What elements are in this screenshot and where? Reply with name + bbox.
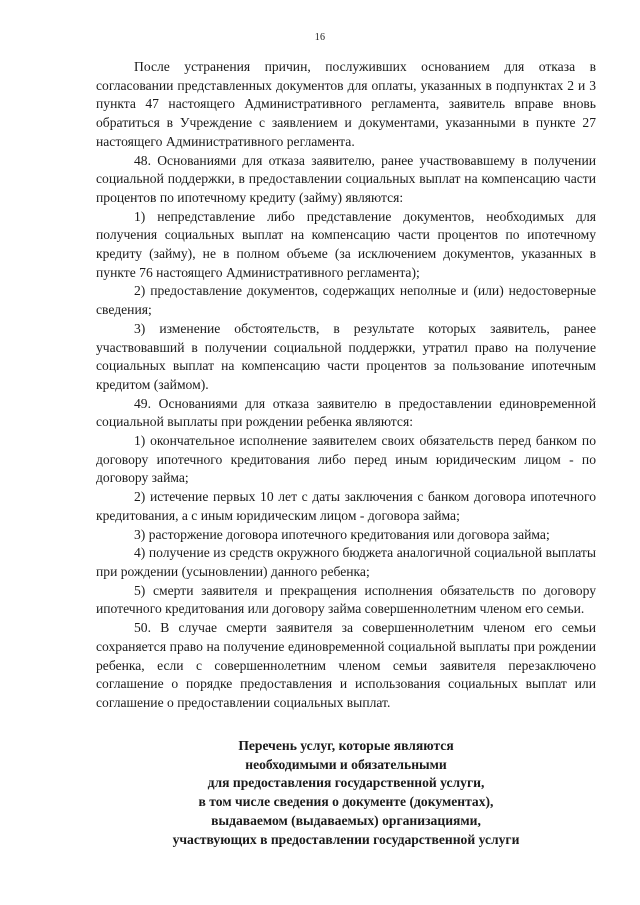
paragraph-resubmission: После устранения причин, послуживших основанием для отказа в согласовании представленных документов для оплаты, указанных в подпунктах 2 и 3 пункта 47 настоящего Административного регламента, заявитель вправе вновь обратиться в Учреждение с заявлением и документами, указанными в пункте 27 настоящего Административного регламента.	[96, 59, 596, 149]
heading-line: необходимыми и обязательными	[245, 756, 447, 772]
paragraph-clause-48-item-3: 3) изменение обстоятельств, в результате которых заявитель, ранее участвовавший в получении социальной поддержки, утратил право на получение социальных выплат на компенсацию части процентов за пользование ипотечным кредитом (займом).	[96, 320, 596, 392]
heading-line: выдаваемом (выдаваемых) организациями,	[211, 812, 481, 828]
paragraph-clause-49-item-5: 5) смерти заявителя и прекращения исполнения обязательств по договору ипотечного кредитования или договору займа совершеннолетним членом его семьи.	[96, 582, 596, 617]
heading-line: участвующих в предоставлении государственной услуги	[172, 831, 520, 847]
heading-line: в том числе сведения о документе (документах),	[198, 794, 494, 810]
heading-line: для предоставления государственной услуги,	[207, 775, 485, 791]
paragraph-clause-48-item-1: 1) непредставление либо представление документов, необходимых для получения социальных выплат на компенсацию части процентов по ипотечному кредиту (займу), не в полном объеме (за исключением документов, указанных в пункте 76 настоящего Административного регламента);	[96, 208, 596, 280]
paragraph-clause-49-item-2: 2) истечение первых 10 лет с даты заключения с банком договора ипотечного кредитования, а с иным юридическим лицом - договора займа;	[96, 489, 596, 523]
page-number: 16	[314, 32, 326, 43]
paragraph-clause-48: 48. Основаниями для отказа заявителю, ранее участвовавшему в получении социальной поддержки, в предоставлении социальных выплат на компенсацию части процентов по ипотечному кредиту (займу) являются:	[96, 152, 596, 205]
heading-line: Перечень услуг, которые являются	[238, 738, 454, 753]
paragraph-clause-49-item-1: 1) окончательное исполнение заявителем своих обязательств перед банком по договору ипотечного кредитования либо перед иным юридическим лицом - по договору займа;	[96, 433, 596, 486]
section-heading	[96, 737, 596, 849]
paragraph-clause-48-item-2: 2) предоставление документов, содержащих неполные и (или) недостоверные сведения;	[96, 283, 596, 318]
paragraph-clause-50: 50. В случае смерти заявителя за совершеннолетним членом его семьи сохраняется право на получение единовременной социальной выплаты при рождении ребенка, если с совершеннолетним членом семьи заявителя перезаключено соглашение о порядке предоставления и использования социальных выплат или соглашение о предоставлении социальных выплат.	[96, 620, 596, 710]
paragraph-clause-49: 49. Основаниями для отказа заявителю в предоставлении единовременной социальной выплаты при рождении ребенка являются:	[96, 395, 596, 430]
paragraph-clause-49-item-4: 4) получение из средств окружного бюджета аналогичной социальной выплаты при рождении (усыновлении) данного ребенка;	[96, 545, 596, 579]
paragraph-clause-49-item-3: 3) расторжение договора ипотечного кредитования или договора займа;	[134, 526, 550, 542]
document-body	[96, 58, 596, 713]
